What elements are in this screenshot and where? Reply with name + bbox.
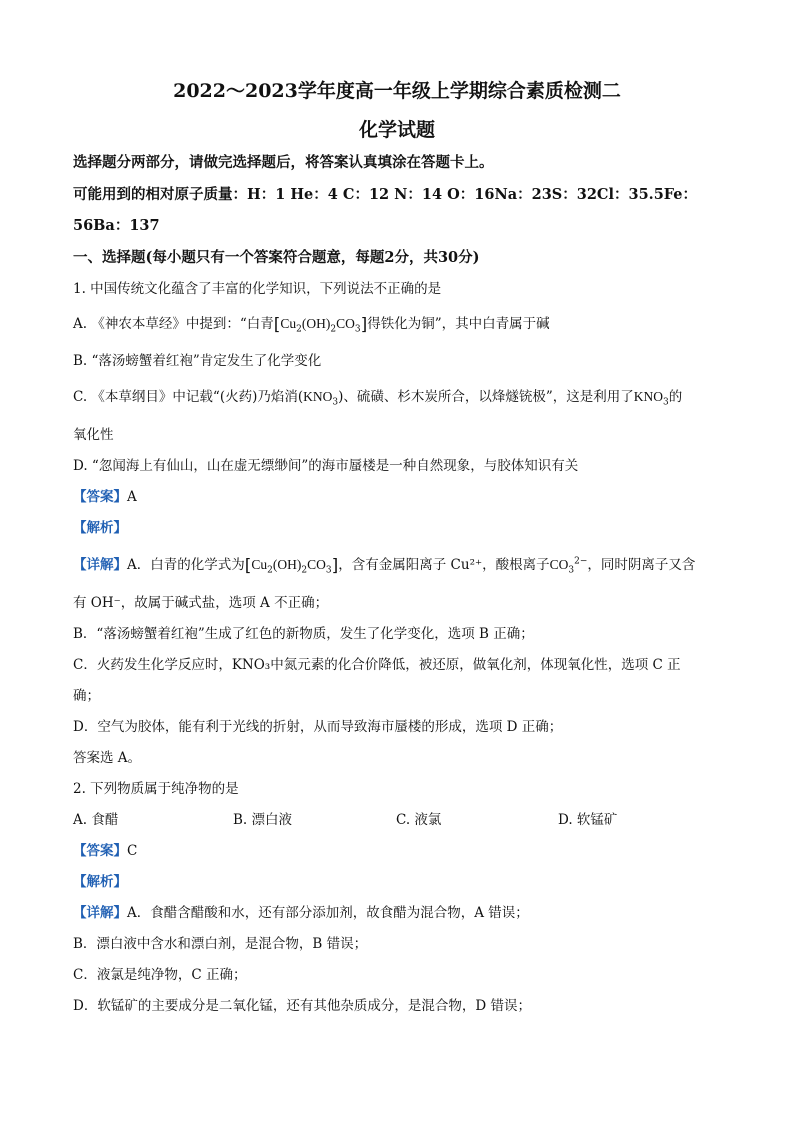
- notice: 选择题分两部分，请做完选择题后，将答案认真填涂在答题卡上。: [73, 154, 494, 171]
- q2-detail-d: D．软锰矿的主要成分是二氧化锰，还有其他杂质成分，是混合物，D 错误；: [73, 998, 531, 1014]
- q1-detail-c-line2: 确；: [73, 688, 100, 704]
- detail-label: 【详解】: [73, 557, 127, 573]
- q2-option-d: D. 软锰矿: [558, 812, 618, 828]
- atomic-mass-line2: 56Ba：137: [73, 217, 160, 234]
- q1-c-mid: )、硫磺、杉木炭所合，以烽燧铳极”，这是利用了: [338, 389, 634, 405]
- detail-a-mid: ，含有金属阳离子 Cu²⁺，酸根离子: [338, 557, 550, 573]
- q1-c-pre: C. 《本草纲目》中记载“(火药)乃焰消(: [73, 389, 304, 405]
- q1-analysis: [73, 516, 127, 536]
- formula-sup: 2−: [574, 556, 588, 567]
- answer-label: 【答案】: [73, 843, 127, 859]
- bracket-left: [: [273, 315, 281, 335]
- q1-option-a: [73, 312, 550, 335]
- analysis-label: 【解析】: [73, 520, 127, 536]
- q2-option-a: A. 食醋: [73, 812, 119, 828]
- formula-cu: Cu: [280, 316, 297, 331]
- bracket-right: ]: [360, 315, 368, 335]
- exam-subtitle: 化学试题: [358, 119, 435, 141]
- formula-sub: 2: [301, 565, 308, 576]
- q1-option-d: D. “忽闻海上有仙山，山在虚无缥缈间”的海市蜃楼是一种自然现象，与胶体知识有关: [73, 458, 579, 474]
- q1-a-post: 得铁化为铜”，其中白青属于碱: [367, 316, 550, 332]
- q2-analysis: [73, 870, 127, 890]
- q1-option-c-line2: 氧化性: [73, 427, 114, 443]
- formula-oh: (OH): [301, 316, 331, 331]
- formula-oh: (OH): [272, 557, 302, 572]
- q1-detail-d: D．空气为胶体，能有利于光线的折射，从而导致海市蜃楼的形成，选项 D 正确；: [73, 719, 563, 735]
- q1-c-post: 的: [668, 389, 683, 405]
- formula-sub: 3: [325, 565, 332, 576]
- formula-sub: 3: [332, 397, 339, 408]
- q2-detail-c: C．液氯是纯净物，C 正确；: [73, 967, 247, 983]
- formula-co: CO: [307, 557, 326, 572]
- formula-sub: 2: [296, 324, 302, 335]
- q1-option-b: B. “落汤螃蟹着红袍”肯定发生了化学变化: [73, 353, 322, 369]
- detail-a-pre: A．白青的化学式为: [127, 557, 245, 573]
- atomic-mass-line1: 可能用到的相对原子质量：H：1 He：4 C：12 N：14 O：16Na：23S：32Cl：35.5Fe：: [73, 186, 698, 203]
- detail-label: 【详解】: [73, 905, 127, 921]
- q1-stem: 1. 中国传统文化蕴含了丰富的化学知识，下列说法不正确的是: [73, 281, 442, 297]
- formula-sub: 3: [663, 397, 669, 408]
- detail-a-text: A．食醋含醋酸和水，还有部分添加剂，故食醋为混合物，A 错误；: [127, 905, 529, 921]
- analysis-label: 【解析】: [73, 874, 127, 890]
- q1-detail-a: [73, 553, 695, 576]
- q2-answer: [73, 839, 137, 859]
- q1-a-pre: A. 《神农本草经》中提到：“白青: [73, 316, 274, 332]
- q2-stem: 2. 下列物质属于纯净物的是: [73, 781, 239, 797]
- answer-value: A: [127, 489, 137, 505]
- formula-kno: KNO: [633, 389, 664, 404]
- formula-sub: 3: [568, 565, 575, 576]
- q2-option-c: C. 液氯: [396, 812, 442, 828]
- q1-answer: [73, 485, 137, 505]
- formula-sub: 3: [354, 324, 361, 335]
- q1-option-c: [73, 385, 683, 408]
- bracket-left: [: [244, 556, 252, 576]
- answer-value: C: [127, 843, 138, 859]
- formula-kno: KNO: [303, 389, 333, 404]
- bracket-right: ]: [331, 556, 339, 576]
- section-heading: 一、选择题(每小题只有一个答案符合题意，每题2分，共30分): [73, 249, 480, 266]
- detail-a-post: ，同时阴离子又含: [587, 557, 696, 573]
- formula-sub: 2: [267, 565, 273, 576]
- exam-title: 2022～2023学年度高一年级上学期综合素质检测二: [173, 80, 621, 102]
- formula-cu: Cu: [251, 557, 268, 572]
- q1-conclusion: 答案选 A。: [73, 750, 142, 766]
- formula-sub: 2: [330, 324, 337, 335]
- q1-detail-a-line2: 有 OH⁻，故属于碱式盐，选项 A 不正确；: [73, 595, 329, 611]
- q2-detail-a: [73, 901, 529, 921]
- q2-option-b: B. 漂白液: [233, 812, 293, 828]
- formula-co: CO: [336, 316, 355, 331]
- formula-co3: CO: [549, 557, 569, 572]
- q2-detail-b: B．漂白液中含水和漂白剂，是混合物，B 错误；: [73, 936, 368, 952]
- q1-detail-b: B．“落汤螃蟹着红袍”生成了红色的新物质，发生了化学变化，选项 B 正确；: [73, 626, 534, 642]
- answer-label: 【答案】: [73, 489, 127, 505]
- q1-detail-c-line1: C．火药发生化学反应时，KNO₃中氮元素的化合价降低，被还原，做氧化剂，体现氧化性，选项 C 正: [73, 657, 681, 673]
